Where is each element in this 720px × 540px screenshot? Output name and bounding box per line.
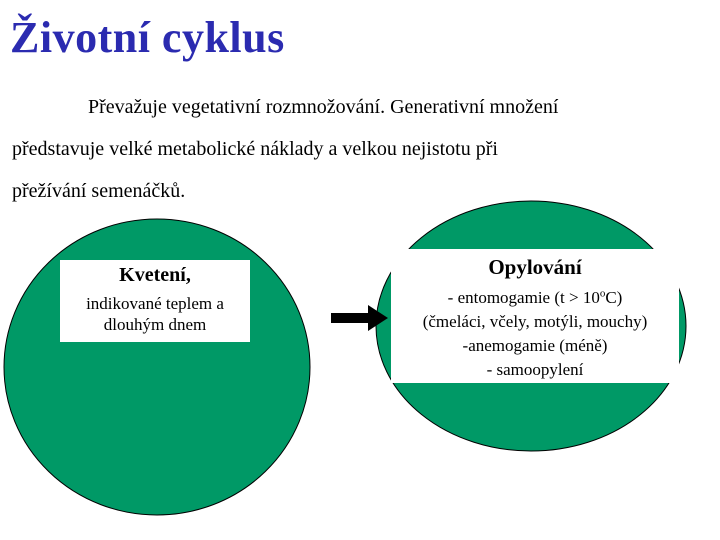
pollination-line-4: - samoopylení [486, 360, 584, 379]
pollination-line-3: -anemogamie (méně) [462, 336, 608, 355]
intro-line-1: Převažuje vegetativní rozmnožování. Generativní množení [88, 96, 559, 118]
pollination-line-2: (čmeláci, včely, motýli, mouchy) [422, 312, 648, 331]
flowering-body-line-2: dlouhým dnem [103, 315, 207, 334]
pollination-label-box [391, 249, 679, 383]
flowering-body [60, 293, 250, 335]
flowering-body-line-1: indikované teplem a [86, 294, 224, 313]
flowering-label-box [60, 260, 250, 342]
flowering-heading: Kvetení, [119, 264, 191, 286]
page-title: Životní cyklus [10, 13, 285, 62]
pollination-heading: Opylování [488, 255, 582, 279]
pollination-line-1: - entomogamie $(t > 10^oC)$ [447, 287, 623, 307]
intro-line-3: přežívání semenáčků. [12, 180, 186, 202]
intro-line-2: představuje velké metabolické náklady a velkou nejistotu při [12, 138, 498, 160]
